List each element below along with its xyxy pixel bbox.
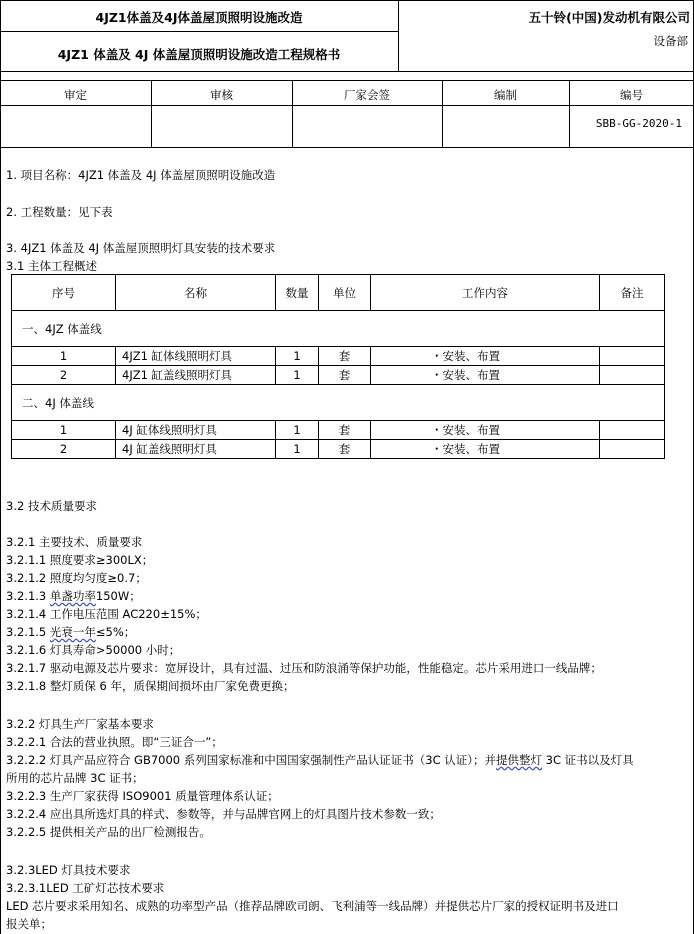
section-3-heading: 3. 4JZ1 体盖及 4J 体盖屋顶照明灯具安装的技术要求 xyxy=(6,241,276,255)
row-qty: 1 xyxy=(276,366,319,385)
col-header-note: 备注 xyxy=(600,275,665,311)
document-title: 4JZ1体盖及4J体盖屋顶照明设施改造 xyxy=(95,10,303,25)
company-name: 五十铃(中国)发动机有限公司 xyxy=(528,10,690,25)
approval-col-approve: 审定 xyxy=(64,88,87,102)
table-row xyxy=(12,347,665,366)
row-qty: 1 xyxy=(276,421,319,440)
req-illuminance: 3.2.1.1 照度要求≥300LX； xyxy=(6,553,154,567)
group-label-4jz: 一、4JZ 体盖线 xyxy=(12,311,665,347)
row-qty: 1 xyxy=(276,440,319,459)
col-header-unit: 单位 xyxy=(319,275,371,311)
row-unit: 套 xyxy=(319,421,371,440)
row-work: ・安装、布置 xyxy=(371,421,600,440)
req-uniformity: 3.2.1.2 照度均匀度≥0.7； xyxy=(6,571,147,585)
approval-col-review: 审核 xyxy=(210,88,233,102)
row-no: 1 xyxy=(12,421,116,440)
section-3-2-2-heading: 3.2.2 灯具生产厂家基本要求 xyxy=(6,717,154,731)
scope-table xyxy=(11,274,665,459)
row-work: ・安装、布置 xyxy=(371,366,600,385)
req-led-chip-cont: 报关单； xyxy=(6,917,52,931)
col-header-name: 名称 xyxy=(116,275,276,311)
section-3-2-3-heading: 3.2.3LED 灯具技术要求 xyxy=(6,863,131,877)
req-iso: 3.2.2.3 生产厂家获得 ISO9001 质量管理体系认证； xyxy=(6,789,279,803)
req-voltage: 3.2.1.4 工作电压范围 AC220±15%； xyxy=(6,607,207,621)
req-test-report: 3.2.2.5 提供相关产品的出厂检测报告。 xyxy=(6,825,211,839)
row-note xyxy=(600,421,665,440)
row-no: 1 xyxy=(12,347,116,366)
row-name: 4JZ1 缸盖线照明灯具 xyxy=(116,366,276,385)
project-name: 1. 项目名称：4JZ1 体盖及 4J 体盖屋顶照明设施改造 xyxy=(6,168,276,182)
section-3-2-1-heading: 3.2.1 主要技术、质量要求 xyxy=(6,535,143,549)
req-power: 3.2.1.3 单盏功率150W； xyxy=(6,589,141,603)
group-row-4j xyxy=(12,385,665,421)
row-note xyxy=(600,347,665,366)
section-3-2-heading: 3.2 技术质量要求 xyxy=(6,499,97,513)
approval-col-number: 编号 xyxy=(620,88,643,102)
req-warranty: 3.2.1.8 整灯质保 6 年，质保期间损坏由厂家免费更换； xyxy=(6,679,295,693)
approval-col-prepare: 编制 xyxy=(494,88,517,102)
req-certification-cont: 所用的芯片品牌 3C 证书； xyxy=(6,771,144,785)
spec-title: 4JZ1 体盖及 4J 体盖屋顶照明设施改造工程规格书 xyxy=(57,47,341,62)
req-certification: 3.2.2.2 灯具产品应符合 GB7000 系列国家标准和中国国家强制性产品认证证书（3C 认证）；并提供整灯 3C 证书以及灯具 xyxy=(6,753,634,767)
row-name: 4JZ1 缸体线照明灯具 xyxy=(116,347,276,366)
row-no: 2 xyxy=(12,366,116,385)
table-row xyxy=(12,421,665,440)
table-row xyxy=(12,440,665,459)
row-unit: 套 xyxy=(319,440,371,459)
row-work: ・安装、布置 xyxy=(371,440,600,459)
section-3-1-heading: 3.1 主体工程概述 xyxy=(6,259,97,273)
row-qty: 1 xyxy=(276,347,319,366)
row-name: 4J 缸盖线照明灯具 xyxy=(116,440,276,459)
req-lifetime: 3.2.1.6 灯具寿命>50000 小时； xyxy=(6,643,181,657)
req-led-chip: LED 芯片要求采用知名、成熟的功率型产品（推荐品牌欧司朗、飞利浦等一线品牌）并提供芯片厂家的授权证明书及进口 xyxy=(6,899,619,913)
col-header-work: 工作内容 xyxy=(371,275,600,311)
row-name: 4J 缸体线照明灯具 xyxy=(116,421,276,440)
group-label-4j: 二、4J 体盖线 xyxy=(12,385,665,421)
col-header-qty: 数量 xyxy=(276,275,319,311)
row-work: ・安装、布置 xyxy=(371,347,600,366)
group-row-4jz xyxy=(12,311,665,347)
row-note xyxy=(600,366,665,385)
req-decay: 3.2.1.5 光衰一年≤5%； xyxy=(6,625,136,639)
approval-col-vendor-sign: 厂家会签 xyxy=(344,88,390,102)
table-header-row xyxy=(12,275,665,311)
req-parameters: 3.2.2.4 应出具所选灯具的样式、参数等，并与品牌官网上的灯具图片技术参数一致； xyxy=(6,807,441,821)
row-note xyxy=(600,440,665,459)
row-unit: 套 xyxy=(319,366,371,385)
row-no: 2 xyxy=(12,440,116,459)
req-driver: 3.2.1.7 驱动电源及芯片要求：宽屏设计，具有过温、过压和防浪涌等保护功能，性能稳定。芯片采用进口一线品牌； xyxy=(6,661,602,675)
work-quantity: 2. 工程数量：见下表 xyxy=(6,205,113,219)
req-license: 3.2.2.1 合法的营业执照。即“三证合一”； xyxy=(6,735,223,749)
department-name: 设备部 xyxy=(653,34,688,48)
col-header-no: 序号 xyxy=(12,275,116,311)
document-number: SBB-GG-2020-1 xyxy=(595,117,682,130)
section-3-2-3-1-heading: 3.2.3.1LED 工矿灯芯技术要求 xyxy=(6,881,165,895)
table-row xyxy=(12,366,665,385)
row-unit: 套 xyxy=(319,347,371,366)
